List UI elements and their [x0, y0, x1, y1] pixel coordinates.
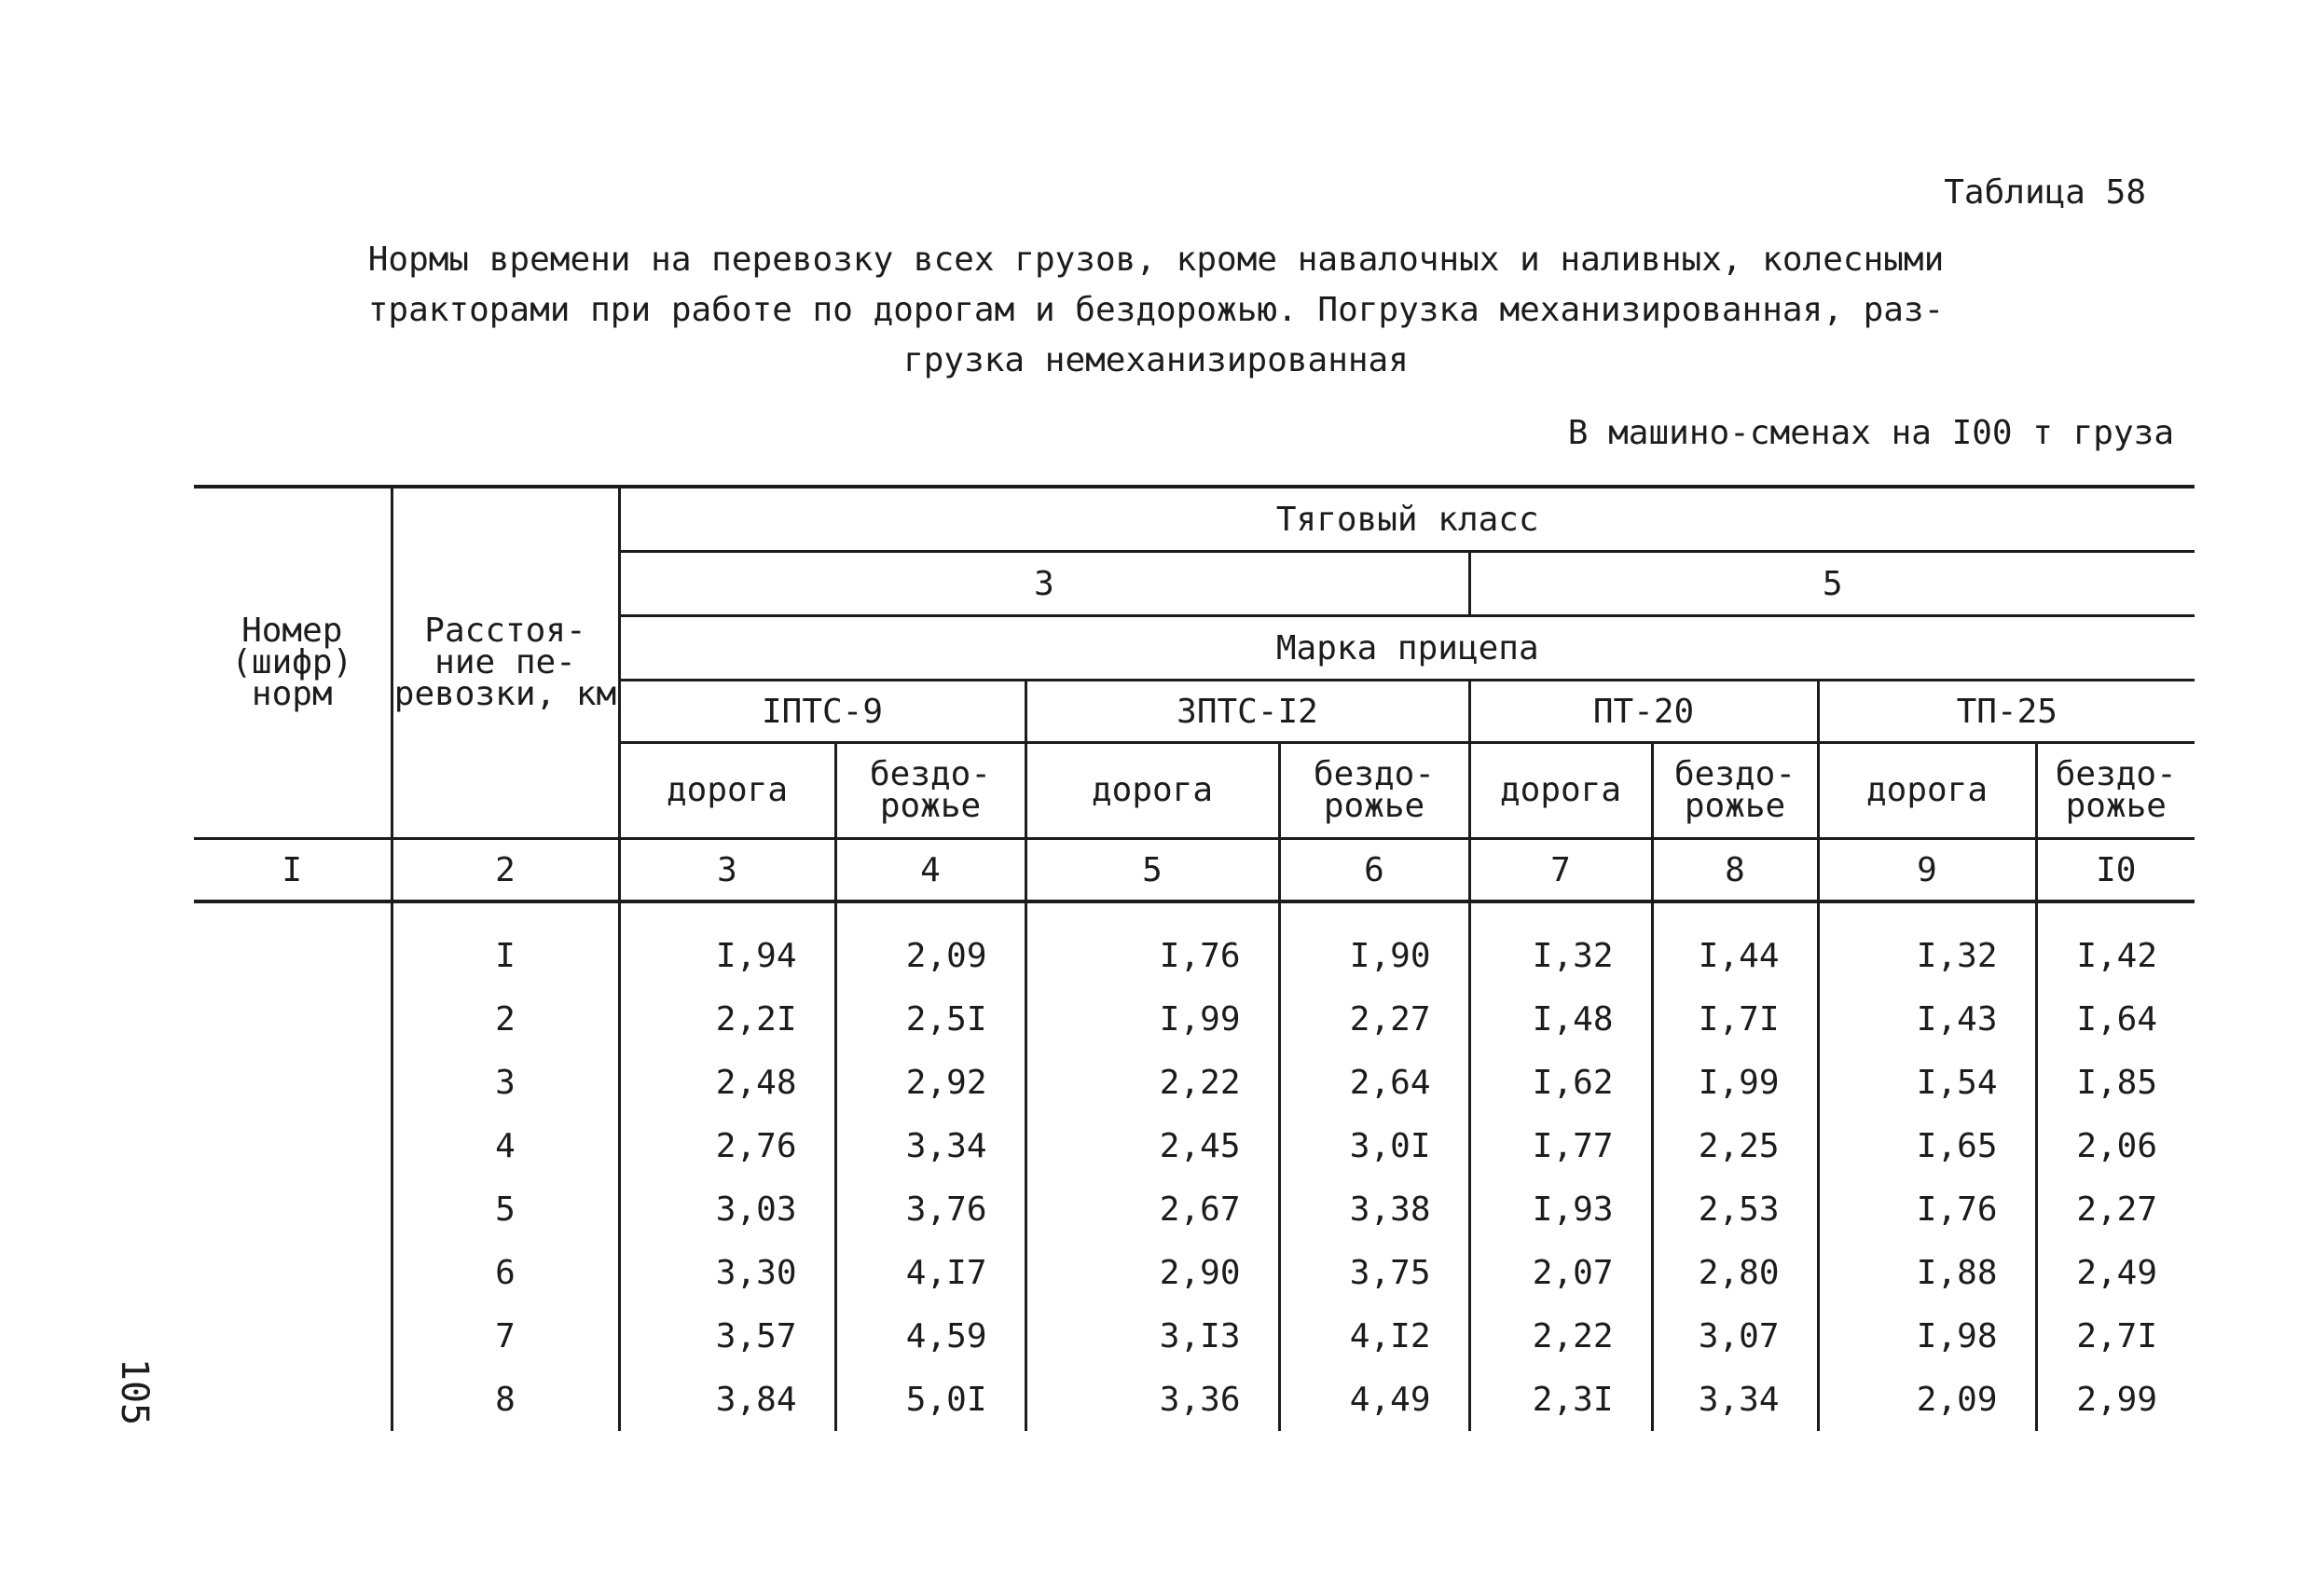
- value-cell: 2,99: [2036, 1368, 2195, 1431]
- header-road: дорога: [619, 743, 835, 839]
- value-cell: 2,67: [1025, 1177, 1279, 1241]
- norm-number-cell: [194, 1051, 392, 1114]
- value-cell: 3,57: [619, 1304, 835, 1368]
- value-cell: 3,03: [619, 1177, 835, 1241]
- norm-number-cell: [194, 987, 392, 1051]
- value-cell: I,99: [1025, 987, 1279, 1051]
- value-cell: 2,09: [1818, 1368, 2036, 1431]
- column-number: 8: [1652, 839, 1818, 902]
- value-cell: 3,75: [1279, 1241, 1469, 1304]
- value-cell: 2,64: [1279, 1051, 1469, 1114]
- value-cell: 3,0I: [1279, 1114, 1469, 1177]
- value-cell: 3,34: [1652, 1368, 1818, 1431]
- header-traction-class: Тяговый класс: [619, 487, 2195, 552]
- header-trailer-1pts9: IПТС-9: [619, 681, 1025, 743]
- value-cell: 3,30: [619, 1241, 835, 1304]
- value-cell: I,94: [619, 901, 835, 987]
- norm-number-cell: [194, 901, 392, 987]
- value-cell: I,43: [1818, 987, 2036, 1051]
- units-caption: В машино-сменах на I00 т груза: [1567, 414, 2174, 452]
- header-offroad: бездо- рожье: [835, 743, 1025, 839]
- value-cell: I,93: [1469, 1177, 1652, 1241]
- table-body: [194, 901, 2195, 1431]
- table-row: [194, 1051, 2195, 1114]
- header-distance: Расстоя- ние пе- ревозки, км: [392, 487, 619, 839]
- value-cell: 2,3I: [1469, 1368, 1652, 1431]
- value-cell: I,65: [1818, 1114, 2036, 1177]
- value-cell: 4,I7: [835, 1241, 1025, 1304]
- value-cell: I,77: [1469, 1114, 1652, 1177]
- value-cell: 3,38: [1279, 1177, 1469, 1241]
- header-class-5: 5: [1469, 552, 2195, 616]
- header-trailer-tp25: ТП-25: [1818, 681, 2195, 743]
- value-cell: 2,48: [619, 1051, 835, 1114]
- header-class-3: 3: [619, 552, 1469, 616]
- value-cell: I,90: [1279, 901, 1469, 987]
- value-cell: 2,45: [1025, 1114, 1279, 1177]
- value-cell: 3,34: [835, 1114, 1025, 1177]
- distance-cell: 3: [392, 1051, 619, 1114]
- value-cell: 2,49: [2036, 1241, 2195, 1304]
- value-cell: I,7I: [1652, 987, 1818, 1051]
- value-cell: 2,7I: [2036, 1304, 2195, 1368]
- value-cell: 2,76: [619, 1114, 835, 1177]
- norms-table: [194, 485, 2195, 1431]
- value-cell: I,76: [1025, 901, 1279, 987]
- value-cell: 2,53: [1652, 1177, 1818, 1241]
- header-trailer-pt20: ПТ-20: [1469, 681, 1818, 743]
- distance-cell: I: [392, 901, 619, 987]
- value-cell: 2,06: [2036, 1114, 2195, 1177]
- table-row: [194, 1241, 2195, 1304]
- table-title: [354, 235, 1958, 386]
- value-cell: 3,36: [1025, 1368, 1279, 1431]
- value-cell: I,42: [2036, 901, 2195, 987]
- value-cell: 2,22: [1469, 1304, 1652, 1368]
- distance-cell: 5: [392, 1177, 619, 1241]
- table-row: [194, 987, 2195, 1051]
- column-number: 4: [835, 839, 1025, 902]
- value-cell: 5,0I: [835, 1368, 1025, 1431]
- table-row: [194, 1177, 2195, 1241]
- table-row: [194, 901, 2195, 987]
- header-offroad: бездо- рожье: [2036, 743, 2195, 839]
- header-offroad: бездо- рожье: [1652, 743, 1818, 839]
- table-number: Таблица 58: [1944, 173, 2146, 212]
- value-cell: I,48: [1469, 987, 1652, 1051]
- value-cell: 2,27: [2036, 1177, 2195, 1241]
- column-number: 5: [1025, 839, 1279, 902]
- norm-number-cell: [194, 1241, 392, 1304]
- title-line: грузка немеханизированная: [903, 341, 1409, 379]
- value-cell: I,76: [1818, 1177, 2036, 1241]
- distance-cell: 2: [392, 987, 619, 1051]
- column-number: 7: [1469, 839, 1652, 902]
- value-cell: 3,07: [1652, 1304, 1818, 1368]
- header-trailer-brand: Марка прицепа: [619, 616, 2195, 681]
- column-number: 6: [1279, 839, 1469, 902]
- header-road: дорога: [1818, 743, 2036, 839]
- value-cell: I,64: [2036, 987, 2195, 1051]
- page-number: 105: [113, 1357, 157, 1426]
- value-cell: 3,84: [619, 1368, 835, 1431]
- value-cell: I,54: [1818, 1051, 2036, 1114]
- value-cell: 4,49: [1279, 1368, 1469, 1431]
- value-cell: 2,09: [835, 901, 1025, 987]
- column-number: 2: [392, 839, 619, 902]
- value-cell: 4,I2: [1279, 1304, 1469, 1368]
- norm-number-cell: [194, 1114, 392, 1177]
- column-number: 3: [619, 839, 835, 902]
- header-road: дорога: [1469, 743, 1652, 839]
- norm-number-cell: [194, 1368, 392, 1431]
- distance-cell: 6: [392, 1241, 619, 1304]
- header-offroad: бездо- рожье: [1279, 743, 1469, 839]
- value-cell: 2,90: [1025, 1241, 1279, 1304]
- value-cell: I,32: [1818, 901, 2036, 987]
- distance-cell: 7: [392, 1304, 619, 1368]
- value-cell: I,44: [1652, 901, 1818, 987]
- header-road: дорога: [1025, 743, 1279, 839]
- value-cell: 4,59: [835, 1304, 1025, 1368]
- column-number: 9: [1818, 839, 2036, 902]
- norm-number-cell: [194, 1177, 392, 1241]
- value-cell: 2,5I: [835, 987, 1025, 1051]
- value-cell: 2,25: [1652, 1114, 1818, 1177]
- title-line: Нормы времени на перевозку всех грузов, кроме навалочных и наливных, колесными: [367, 241, 1945, 279]
- value-cell: I,98: [1818, 1304, 2036, 1368]
- value-cell: I,62: [1469, 1051, 1652, 1114]
- value-cell: 2,2I: [619, 987, 835, 1051]
- value-cell: 2,07: [1469, 1241, 1652, 1304]
- table-row: [194, 1304, 2195, 1368]
- header-trailer-3pts12: 3ПТС-I2: [1025, 681, 1469, 743]
- value-cell: 3,76: [835, 1177, 1025, 1241]
- column-number: I0: [2036, 839, 2195, 902]
- value-cell: I,88: [1818, 1241, 2036, 1304]
- value-cell: 2,80: [1652, 1241, 1818, 1304]
- value-cell: 2,22: [1025, 1051, 1279, 1114]
- value-cell: I,85: [2036, 1051, 2195, 1114]
- distance-cell: 8: [392, 1368, 619, 1431]
- header-norm-number: Номер (шифр) норм: [194, 487, 392, 839]
- value-cell: I,99: [1652, 1051, 1818, 1114]
- title-line: тракторами при работе по дорогам и бездорожью. Погрузка механизированная, раз-: [367, 291, 1945, 329]
- distance-cell: 4: [392, 1114, 619, 1177]
- table-row: [194, 1114, 2195, 1177]
- column-number: I: [194, 839, 392, 902]
- value-cell: 3,I3: [1025, 1304, 1279, 1368]
- value-cell: 2,27: [1279, 987, 1469, 1051]
- value-cell: I,32: [1469, 901, 1652, 987]
- table-row: [194, 1368, 2195, 1431]
- norm-number-cell: [194, 1304, 392, 1368]
- value-cell: 2,92: [835, 1051, 1025, 1114]
